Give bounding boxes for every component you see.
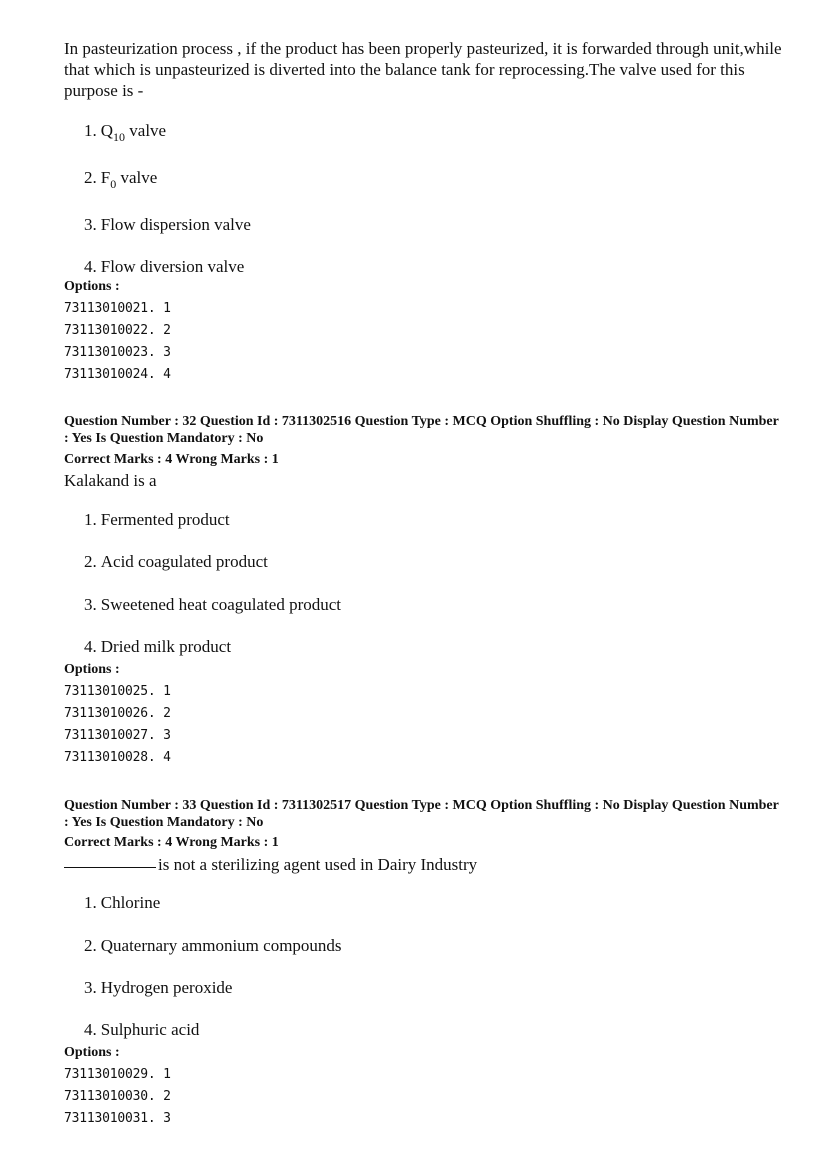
answer-blank xyxy=(64,867,156,868)
q32-option-id-2: 73113010026. 2 xyxy=(64,706,171,721)
q33-option-1: 1. Chlorine xyxy=(84,893,161,912)
q31-option-2: 2. $F_0$ valve xyxy=(84,168,158,191)
q31-option-3: 3. Flow dispersion valve xyxy=(84,215,251,234)
q33-options-label: Options : xyxy=(64,1045,120,1060)
q31-option-id-4: 73113010024. 4 xyxy=(64,367,171,382)
q33-option-3: 3. Hydrogen peroxide xyxy=(84,978,233,997)
q32-option-3: 3. Sweetened heat coagulated product xyxy=(84,595,342,614)
q32-option-1: 1. Fermented product xyxy=(84,510,230,529)
q32-option-id-3: 73113010027. 3 xyxy=(64,728,171,743)
q33-option-id-1: 73113010029. 1 xyxy=(64,1067,171,1082)
q33-option-4: 4. Sulphuric acid xyxy=(84,1020,200,1039)
q33-option-id-3: 73113010031. 3 xyxy=(64,1111,171,1126)
q32-marks: Correct Marks : 4 Wrong Marks : 1 xyxy=(64,452,279,467)
q31-option-4: 4. Flow diversion valve xyxy=(84,257,245,276)
q33-option-2: 2. Quaternary ammonium compounds xyxy=(84,936,342,955)
q31-option-id-1: 73113010021. 1 xyxy=(64,301,171,316)
q32-options-label: Options : xyxy=(64,662,120,677)
q33-option-id-2: 73113010030. 2 xyxy=(64,1089,171,1104)
q32-meta-header: Question Number : 32 Question Id : 7311302516 Question Type : MCQ Option Shuffling : No Display Question Number : Yes Is Question Mandatory : No xyxy=(64,414,779,446)
q31-option-1: 1. $Q_{10}$ valve xyxy=(84,121,167,144)
q33-question-text: is not a sterilizing agent used in Dairy Industry xyxy=(64,854,784,875)
q31-option-id-2: 73113010022. 2 xyxy=(64,323,171,338)
q31-options-label: Options : xyxy=(64,279,120,294)
q32-option-id-1: 73113010025. 1 xyxy=(64,684,171,699)
q33-marks: Correct Marks : 4 Wrong Marks : 1 xyxy=(64,835,279,850)
q32-option-id-4: 73113010028. 4 xyxy=(64,750,171,765)
q33-meta-header: Question Number : 33 Question Id : 7311302517 Question Type : MCQ Option Shuffling : No Display Question Number : Yes Is Question Mandatory : No xyxy=(64,798,779,830)
q32-question-text: Kalakand is a xyxy=(64,471,157,490)
q32-option-4: 4. Dried milk product xyxy=(84,637,232,656)
q31-question-text: In pasteurization process , if the product has been properly pasteurized, it is forwarded through unit,while that which is unpasteurized is diverted into the balance tank for reprocessing.The valve used for this purpose is - xyxy=(64,39,782,100)
q32-option-2: 2. Acid coagulated product xyxy=(84,552,268,571)
q31-option-id-3: 73113010023. 3 xyxy=(64,345,171,360)
